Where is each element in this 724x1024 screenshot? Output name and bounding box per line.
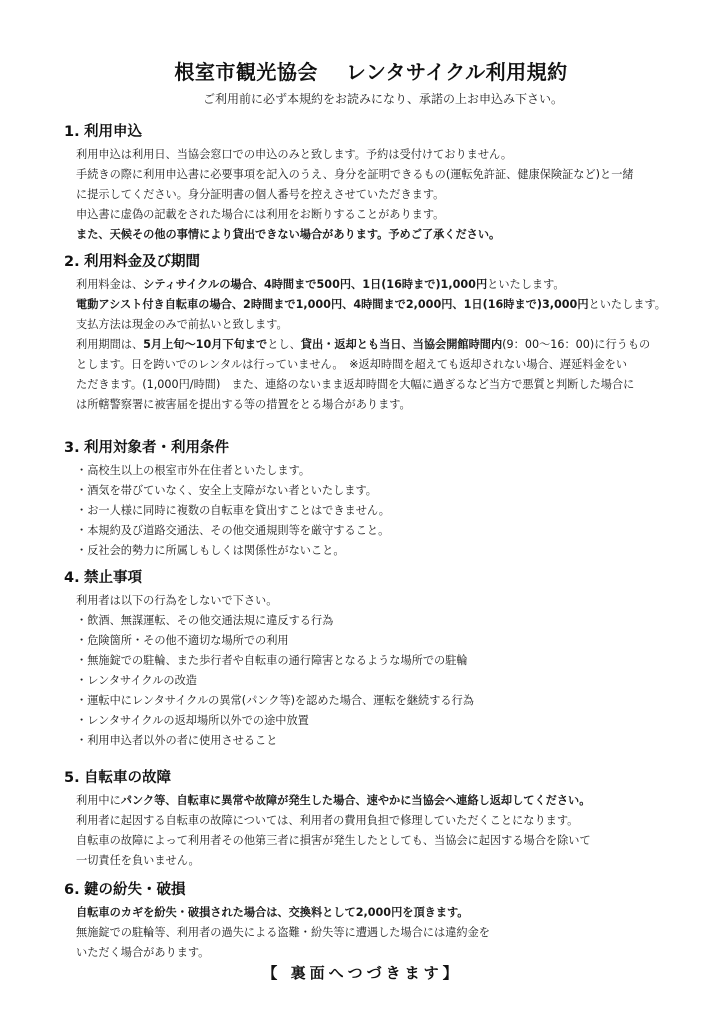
text-segment: ・レンタサイクルの返却場所以外での途中放置 [76, 714, 309, 727]
text-segment: 手続きの際に利用申込書に必要事項を記入のうえ、身分を証明できるもの(運転免許証、健康保険証など)と一緒 [76, 168, 634, 181]
text-segment: ・危険箇所・その他不適切な場所での利用 [76, 634, 289, 647]
section-heading-text: 自転車の故障 [84, 770, 171, 786]
text-segment: 利用中に [76, 794, 121, 807]
section-fees-and-period [64, 250, 684, 415]
text-line [76, 851, 684, 871]
section-heading-text: 利用料金及び期間 [84, 254, 200, 270]
section-body [64, 791, 684, 871]
title-organization: 根室市観光協会 [174, 60, 318, 84]
section-body [64, 591, 684, 751]
section-body [64, 145, 684, 245]
text-segment: ・運転中にレンタサイクルの異常(パンク等)を認めた場合、運転を継続する行為 [76, 694, 474, 707]
section-usage-application [64, 120, 684, 245]
text-line [76, 903, 684, 923]
text-segment: ・本規約及び道路交通法、その他交通規則等を厳守すること。 [76, 524, 390, 537]
emphasized-text: 電動アシスト付き自転車の場合、2時間まで1,000円、4時間まで2,000円、1日(16時まで)3,000円 [76, 298, 589, 311]
text-segment: 利用申込は利用日、当協会窓口での申込のみと致します。予約は受付けておりません。 [76, 148, 513, 161]
text-segment: ・飲酒、無謀運転、その他交通法規に違反する行為 [76, 614, 334, 627]
text-segment: 無施錠での駐輪等、利用者の過失による盗難・紛失等に遭遇した場合には違約金を [76, 926, 490, 939]
text-line [76, 225, 684, 245]
text-segment: いただく場合があります。 [76, 946, 210, 959]
text-segment: 利用者に起因する自転車の故障については、利用者の費用負担で修理していただくことになります。 [76, 814, 579, 827]
title-document: レンタサイクル利用規約 [345, 60, 568, 84]
text-segment: といたします。 [588, 298, 666, 311]
text-line [76, 185, 684, 205]
text-line [76, 791, 684, 811]
text-line [76, 315, 684, 335]
section-heading [64, 566, 684, 587]
emphasized-text: 貸出・返却とも当日、当協会開館時間内 [300, 338, 503, 351]
section-body [64, 903, 684, 963]
text-line [76, 811, 684, 831]
section-heading-text: 鍵の紛失・破損 [84, 882, 186, 898]
text-line [76, 461, 684, 481]
section-key-loss [64, 878, 684, 963]
text-segment: に提示してください。身分証明書の個人番号を控えさせていただきます。 [76, 188, 445, 201]
section-body [64, 275, 684, 415]
text-line [76, 731, 684, 751]
section-heading-text: 禁止事項 [84, 570, 142, 586]
text-segment: ・酒気を帯びていなく、安全上支障がない者といたします。 [76, 484, 377, 497]
section-number: 3. [64, 440, 80, 456]
text-line [76, 611, 684, 631]
section-number: 1. [64, 124, 80, 140]
section-bicycle-failure [64, 766, 684, 871]
section-heading [64, 878, 684, 899]
section-number: 4. [64, 570, 80, 586]
text-line [76, 923, 684, 943]
text-segment: ・無施錠での駐輪、また歩行者や自転車の通行障害となるような場所での駐輪 [76, 654, 468, 667]
text-line [76, 145, 684, 165]
text-line [76, 831, 684, 851]
text-line [76, 395, 684, 415]
continued-on-back-note: 【 裏面へつづきます】 [262, 964, 462, 982]
text-line [76, 335, 684, 355]
page-title [0, 56, 724, 85]
text-segment: 申込書に虚偽の記載をされた場合には利用をお断りすることがあります。 [76, 208, 445, 221]
text-line [76, 295, 684, 315]
text-line [76, 501, 684, 521]
text-segment: 利用期間は、 [76, 338, 144, 351]
section-prohibited-acts [64, 566, 684, 751]
emphasized-text: 自転車のカギを紛失・破損された場合は、交換料として2,000円を頂きます。 [76, 906, 469, 919]
text-segment: ・高校生以上の根室市外在住者といたします。 [76, 464, 311, 477]
text-segment: とし、 [267, 338, 301, 351]
emphasized-text: パンク等、自転車に異常や故障が発生した場合、速やかに当協会へ連絡し返却してください。 [120, 794, 591, 807]
section-heading-text: 利用申込 [84, 124, 142, 140]
text-line [76, 275, 684, 295]
text-segment: ・お一人様に同時に複数の自転車を貸出すことはできません。 [76, 504, 390, 517]
section-heading [64, 436, 684, 457]
text-line [76, 591, 684, 611]
section-heading [64, 250, 684, 271]
text-line [76, 541, 684, 561]
text-segment: といたします。 [487, 278, 565, 291]
section-body [64, 461, 684, 561]
text-line [76, 375, 684, 395]
section-heading-text: 利用対象者・利用条件 [84, 440, 229, 456]
text-line [76, 631, 684, 651]
text-segment: は所轄警察署に被害届を提出する等の措置をとる場合があります。 [76, 398, 411, 411]
text-line [76, 165, 684, 185]
text-line [76, 355, 684, 375]
section-heading [64, 120, 684, 141]
text-segment: ・レンタサイクルの改造 [76, 674, 197, 687]
text-segment: 支払方法は現金のみで前払いと致します。 [76, 318, 288, 331]
emphasized-text: シティサイクルの場合、4時間まで500円、1日(16時まで)1,000円 [143, 278, 488, 291]
text-segment: ・反社会的勢力に所属しもしくは関係性がないこと。 [76, 544, 345, 557]
text-line [76, 711, 684, 731]
text-line [76, 671, 684, 691]
text-segment: 一切責任を負いません。 [76, 854, 200, 867]
section-number: 2. [64, 254, 80, 270]
emphasized-text: 5月上旬～10月下旬まで [143, 338, 268, 351]
text-line [76, 691, 684, 711]
text-line [76, 521, 684, 541]
text-segment: ・利用申込者以外の者に使用させること [76, 734, 278, 747]
text-segment: (9：00～16：00)に行うもの [502, 338, 651, 351]
text-line [76, 651, 684, 671]
page-subtitle: ご利用前に必ず本規約をお読みになり、承諾の上お申込み下さい。 [202, 92, 563, 106]
text-line [76, 205, 684, 225]
text-line [76, 481, 684, 501]
text-segment: 利用者は以下の行為をしないで下さい。 [76, 594, 278, 607]
text-segment: ただきます。(1,000円/時間) また、連絡のないまま返却時間を大幅に過ぎるなど当方で悪質と判断した場合に [76, 378, 635, 391]
section-number: 6. [64, 882, 80, 898]
text-segment: とします。日を跨いでのレンタルは行っていません。 ※返却時間を超えても返却されない場合、遅延料金をい [76, 358, 628, 371]
section-number: 5. [64, 770, 80, 786]
text-line [76, 943, 684, 963]
text-segment: 自転車の故障によって利用者その他第三者に損害が発生したとしても、当協会に起因する場合を除いて [76, 834, 591, 847]
emphasized-text: また、天候その他の事情により貸出できない場合があります。予めご了承ください。 [76, 228, 501, 241]
text-segment: 利用料金は、 [76, 278, 144, 291]
section-heading [64, 766, 684, 787]
section-eligibility [64, 436, 684, 561]
